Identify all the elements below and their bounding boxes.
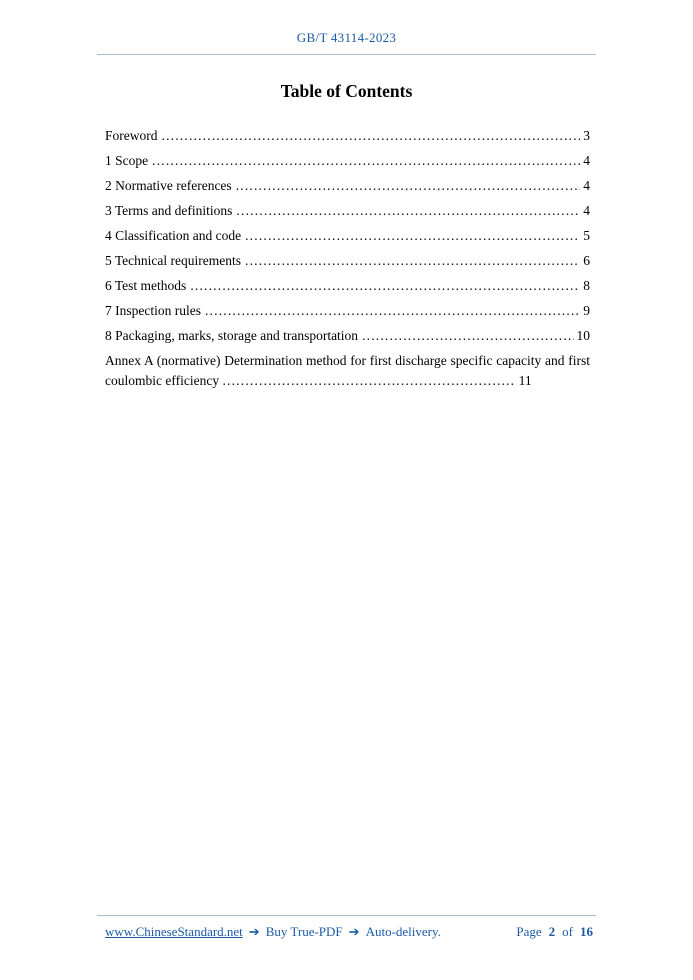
page-indicator	[516, 924, 593, 940]
standard-number: GB/T 43114-2023	[296, 30, 397, 45]
toc-entry-label: 2 Normative references	[105, 178, 232, 193]
footer-rule	[97, 915, 596, 916]
toc-list	[105, 126, 590, 390]
toc-entry-label: 6 Test methods	[105, 278, 187, 293]
toc-entry-page: 6	[583, 253, 590, 268]
toc-entry-page: 4	[583, 203, 590, 218]
toc-entry-label: Foreword	[105, 128, 158, 143]
toc-entry	[105, 176, 590, 195]
dot-leader	[362, 326, 573, 345]
dot-leader	[245, 251, 580, 270]
toc-entry-page: 10	[576, 328, 590, 343]
toc-entry-label: 8 Packaging, marks, storage and transportation	[105, 328, 359, 343]
toc-entry	[105, 251, 590, 270]
toc-entry	[105, 226, 590, 245]
document-header	[0, 0, 693, 55]
toc-entry-label: 7 Inspection rules	[105, 303, 201, 318]
toc-entry	[105, 151, 590, 170]
toc-entry-page: 11	[515, 372, 532, 388]
dot-leader	[236, 176, 581, 195]
toc-entry-page: 4	[583, 153, 590, 168]
dot-leader	[245, 226, 580, 245]
toc-entry-label: 5 Technical requirements	[105, 253, 242, 268]
toc-entry	[105, 276, 590, 295]
toc-entry-label: Annex A (normative) Determination method for first discharge specific capacity and first coulombic efficiency	[105, 353, 590, 388]
toc-entry-label: 3 Terms and definitions	[105, 203, 233, 218]
total-page-number: 16	[580, 924, 593, 939]
arrow-right-icon: ➔	[348, 924, 360, 939]
dot-leader	[236, 201, 580, 220]
toc-entry-label: 4 Classification and code	[105, 228, 242, 243]
dot-leader	[190, 276, 580, 295]
page-title: Table of Contents	[280, 81, 413, 101]
toc-entry	[105, 201, 590, 220]
of-label: of	[562, 924, 573, 939]
toc-entry-page: 8	[583, 278, 590, 293]
dot-leader	[205, 301, 580, 320]
toc-entry-page: 5	[583, 228, 590, 243]
footer-row	[105, 924, 593, 940]
document-footer	[0, 915, 693, 940]
current-page-number: 2	[548, 924, 556, 939]
dot-leader	[152, 151, 580, 170]
toc-entry-page: 9	[583, 303, 590, 318]
toc-entry-label: 1 Scope	[105, 153, 149, 168]
toc-entry	[105, 126, 590, 145]
toc-entry	[105, 351, 590, 390]
page-label: Page	[516, 924, 542, 939]
toc-entry-page: 4	[583, 178, 590, 193]
arrow-right-icon: ➔	[248, 924, 260, 939]
header-rule	[97, 54, 596, 55]
dot-leader	[162, 126, 581, 145]
toc-entry	[105, 326, 590, 345]
footer-delivery-text: Auto-delivery.	[365, 924, 441, 939]
toc-entry	[105, 301, 590, 320]
footer-left	[105, 924, 441, 940]
toc-entry-page: 3	[583, 128, 590, 143]
footer-site-link[interactable]: www.ChineseStandard.net	[105, 924, 243, 939]
dot-leader: ................................................................	[222, 372, 516, 388]
footer-buy-text: Buy True-PDF	[265, 924, 343, 939]
